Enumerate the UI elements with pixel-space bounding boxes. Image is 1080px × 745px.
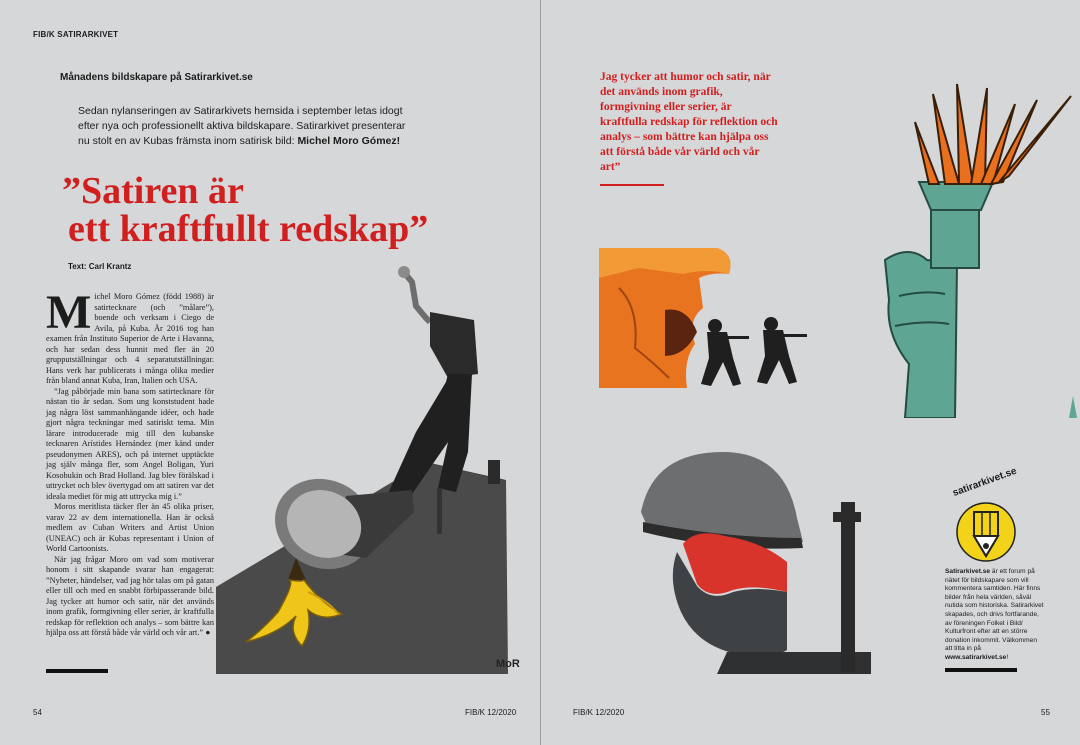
ingress-name: Michel Moro Gómez! — [297, 135, 401, 147]
pull-quote: Jag tycker att humor och satir, när det används inom grafik, formgivning eller serier, är kraftfulla redskap för reflektion och analys – som bättre kan hjälpa oss att förstå både vår värld och vår art” — [600, 71, 778, 173]
illustration-soldiers — [599, 248, 817, 400]
satirarkivet-end: ! — [1006, 653, 1009, 661]
illustration-soldier-helmet — [637, 452, 877, 674]
pencil-logo-icon — [956, 500, 1016, 564]
illustration-liberty-torch — [875, 64, 1080, 418]
satirarkivet-logo-text: satirarkivet.se — [951, 465, 1019, 499]
kicker: Månadens bildskapare på Satirarkivet.se — [60, 72, 253, 83]
headline-line1: ”Satiren är — [62, 170, 244, 212]
end-rule-right — [945, 668, 1017, 672]
paragraph-3: Moros meritlista täcker fler än 45 olika priser, varav 22 av dem internationella. Han är också medlem av Cuban Writers and Artist Union (UNEAC) och är Kubas representant i Union of World Cartoonists. — [46, 502, 214, 553]
satirarkivet-description — [945, 568, 1045, 663]
page-number-right: 55 — [1041, 708, 1050, 717]
paragraph-1: ichel Moro Gómez (född 1988) är satirtecknare (och ”målare”), boende och verksam i Ciego de Avila, på Kuba. År 2016 tog han examen från Instituto Superior de Arte i Havanna, och har sedan dess hunnit med fler än 20 grupputställningar och 4 separatutställningar. Hans verk har publicerats i många olika medier från bland annat Kuba, Iran, Italien och USA. — [46, 292, 214, 385]
pull-quote-rule — [600, 184, 664, 186]
paragraph-4: När jag frågar Moro om vad som motiverar honom i sitt skapande svarar han engagerat: ”Nyheter, händelser, vad jag hör talas om på gatan eller till och med en snabbt förbipasserande bild. Jag tycker att humor och satir, när det används inom grafik, formgivning eller serier, är kraftfulla redskap för reflektion och analys – som bättre kan hjälpa oss att förstå både vår värld och vår art.” ● — [46, 554, 214, 637]
headline-line2: ett kraftfullt redskap” — [68, 208, 429, 250]
satirarkivet-url: www.satirarkivet.se — [945, 653, 1007, 661]
satirarkivet-name: Satirarkivet.se — [945, 568, 991, 575]
page-number-left: 54 — [33, 708, 42, 717]
illustration-banana-peel — [216, 262, 540, 674]
byline: Text: Carl Krantz — [68, 262, 132, 271]
right-page — [541, 0, 1080, 745]
end-rule-left — [46, 669, 108, 673]
paragraph-2: ”Jag påbörjade min bana som satirtecknare för nästan tio år sedan. Som ung konststudent hade jag några löst sammanhängande idéer, och hade gjort några teckningar med satiriskt tema. Min lärare introducerade mig till den kubanske tecknaren Arístides Hernández (mer känd under pseudonymen ARES), och på internet upptäckte jag själv många fler, som Angel Boligan, Yuri Kosobukin och Brad Holland. Jag blev förälskad i uttrycket och blev övertygad om att satiren var det ideala mediet för mig att uttrycka mig i.” — [46, 386, 214, 501]
headline — [62, 172, 502, 248]
dropcap: M — [46, 286, 92, 339]
ingress-text: Sedan nylanseringen av Satirarkivets hemsida i september letas idogt efter nya och professionellt aktiva bildskapare. Satirarkivet presenterar nu stolt en av Kubas främsta inom satirisk bild: — [78, 105, 406, 147]
signature-left: MoR — [496, 658, 520, 670]
ingress — [78, 104, 418, 149]
footer-left: FIB/K 12/2020 — [465, 708, 517, 717]
footer-right: FIB/K 12/2020 — [573, 708, 625, 717]
satirarkivet-text: är ett forum på nätet för bildskapare som vill kommentera samtiden. Här finns bilder från hela världen, såväl nutida som historiska. Satirarkivet skapades, och drivs fortfarande, av föreningen Folket i Bild/ Kulturfront efter att en större donation inkommit. Välkommen att titta in på — [945, 568, 1044, 653]
article-body — [46, 286, 214, 639]
section-label: FIB/K SATIRARKIVET — [33, 30, 119, 39]
